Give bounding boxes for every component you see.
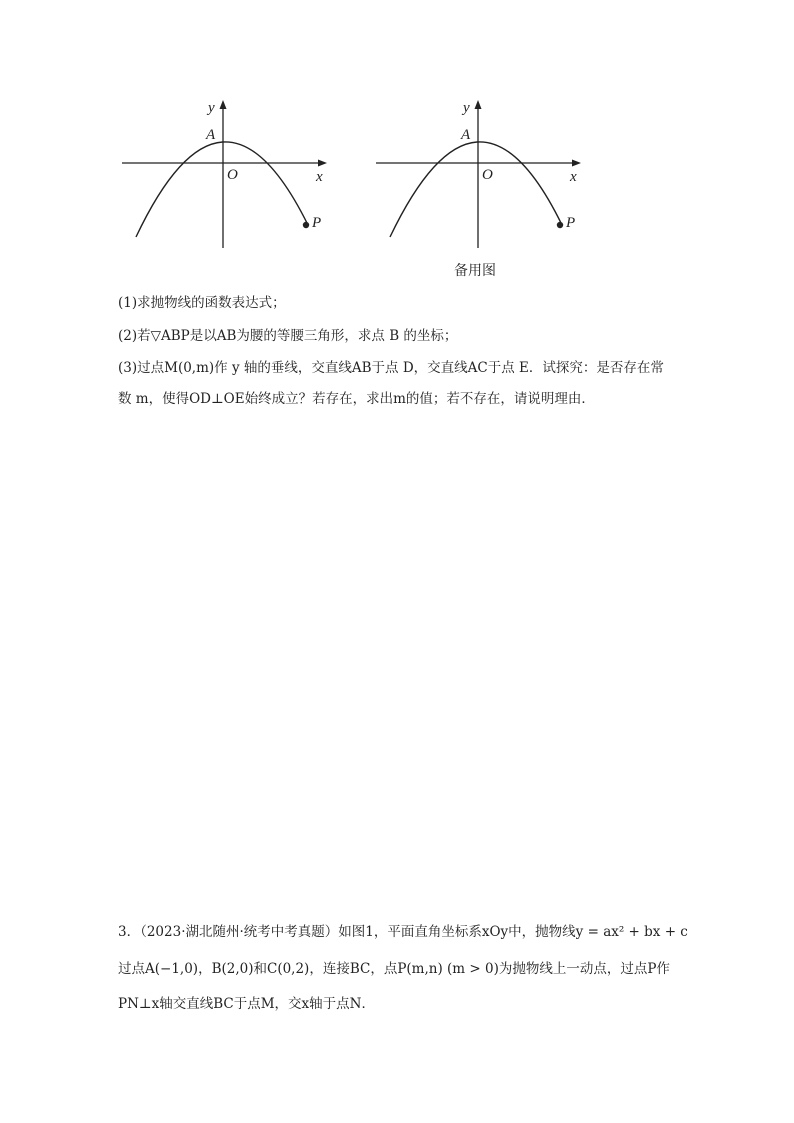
parabola-figure (118, 95, 338, 255)
y-label: y (463, 100, 470, 116)
y-axis-arrow (475, 100, 482, 109)
question-1: (1)求抛物线的函数表达式； (118, 295, 286, 311)
parabola-curve (390, 142, 562, 237)
figure-caption: 备用图 (454, 263, 496, 279)
x-label: x (316, 169, 323, 185)
point-p (557, 222, 563, 228)
parabola-curve (136, 142, 308, 237)
y-axis-arrow (220, 100, 227, 109)
spare-parabola-figure (372, 95, 592, 255)
question-2: (2)若▽ABP是以AB为腰的等腰三角形，求点 B 的坐标； (118, 328, 458, 344)
question-3-line-1: (3)过点M(0,m)作 y 轴的垂线，交直线AB于点 D，交直线AC于点 E．试探究：是否存在常 (118, 360, 664, 376)
x-axis-arrow (572, 160, 581, 167)
y-label: y (208, 100, 215, 116)
problem-3-line-1: 3．（2023·湖北随州·统考中考真题）如图1，平面直角坐标系xOy中，抛物线y = ax² + bx + c (118, 924, 688, 940)
question-3-line-2: 数 m，使得OD⊥OE始终成立？若存在，求出m的值；若不存在，请说明理由． (118, 391, 595, 407)
o-label: O (482, 167, 493, 183)
x-label: x (570, 169, 577, 185)
a-label: A (461, 127, 471, 143)
o-label: O (227, 167, 238, 183)
x-axis-arrow (318, 160, 327, 167)
problem-3-line-3: PN⊥x轴交直线BC于点M，交x轴于点N． (118, 996, 375, 1012)
a-label: A (206, 127, 216, 143)
problem-3-line-2: 过点A(−1,0)，B(2,0)和C(0,2)，连接BC，点P(m,n) (m > 0)为抛物线上一动点，过点P作 (118, 961, 670, 977)
p-label: P (312, 215, 322, 231)
point-p (303, 222, 309, 228)
p-label: P (566, 215, 576, 231)
